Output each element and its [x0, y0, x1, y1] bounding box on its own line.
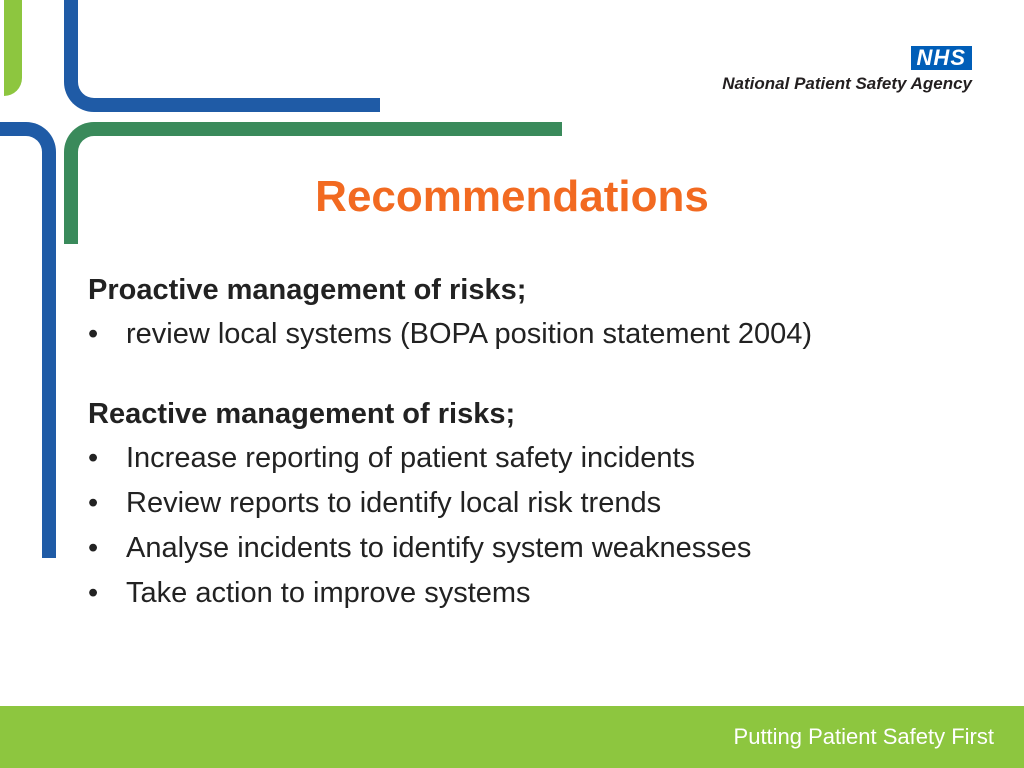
- list-item-text: Review reports to identify local risk trends: [126, 487, 662, 519]
- list-item-text: Analyse incidents to identify system weaknesses: [126, 532, 752, 564]
- section-reactive: [88, 396, 888, 611]
- decorative-blue-bracket-top: [64, 0, 380, 112]
- list-item: [88, 440, 888, 476]
- nhs-badge: NHS: [911, 46, 972, 70]
- bullet-list: [88, 440, 888, 611]
- decorative-light-green-bar: [4, 0, 22, 96]
- list-item-text: review local systems (BOPA position statement 2004): [126, 318, 813, 350]
- section-heading: Reactive management of risks;: [88, 398, 516, 430]
- list-item: [88, 575, 888, 611]
- bullet-icon: •: [88, 487, 99, 519]
- slide-content: [88, 272, 888, 620]
- footer-tagline: Putting Patient Safety First: [733, 724, 994, 749]
- list-item-text: Take action to improve systems: [126, 577, 531, 609]
- slide-title: Recommendations: [315, 172, 709, 221]
- section-proactive: [88, 272, 888, 352]
- bullet-icon: •: [88, 318, 99, 350]
- list-item: [88, 485, 888, 521]
- bullet-icon: •: [88, 532, 99, 564]
- footer-bar: [0, 706, 1024, 768]
- list-item: [88, 316, 888, 352]
- bullet-list: [88, 316, 888, 352]
- list-item-text: Increase reporting of patient safety incidents: [126, 442, 696, 474]
- list-item: [88, 530, 888, 566]
- section-heading: Proactive management of risks;: [88, 274, 527, 306]
- nhs-logo: [722, 46, 972, 94]
- organisation-name: National Patient Safety Agency: [722, 74, 972, 93]
- bullet-icon: •: [88, 577, 99, 609]
- bullet-icon: •: [88, 442, 99, 474]
